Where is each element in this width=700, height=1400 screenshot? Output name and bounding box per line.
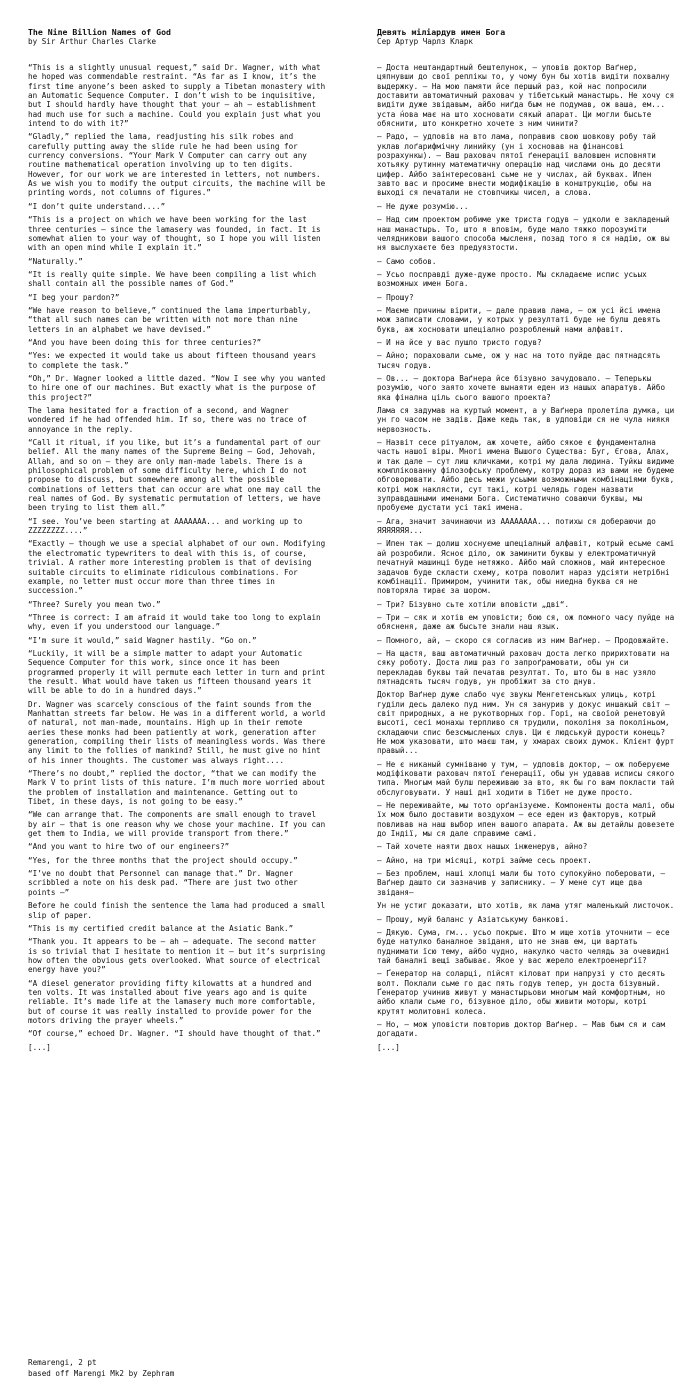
paragraph: – Прошу?: [377, 292, 414, 302]
paragraph: The lama hesitated for a fraction of a second, and Wagner wondered if he had offended him. If so, there was no trace of annoyance in the reply.: [28, 406, 307, 434]
paragraph: “Oh,” Dr. Wagner looked a little dazed. “Now I see why you wanted to hire one of our machines. But exactly what is the purpose of this project?”: [28, 373, 326, 402]
paragraph: “Gladly,” replied the lama, readjusting his silk robes and carefully putting away the slide rule he had been using for currency conversions. “Your Mark V Computer can carry out any routine mathematical operation involving up to ten digits. However, for our work we are interested in letters, not numbers. As we wish you to modify the output circuits, the machine will be printing words, not columns of figures.”: [28, 132, 326, 198]
paragraph: – Не є никаный сумніваню у тум, – удповів доктор, – ож поберуєме модіфіковати раховач пятої ґенерації, обы ун удавав исписы сякого типа. Многым май булш переживаю за вто, як бы го вам покласти тай обслуговувати. У наші днї ходити в Тібет не дуже просто.: [377, 759, 675, 797]
paragraph: “And you have been doing this for three centuries?”: [28, 337, 262, 347]
paragraph: – Ов... – доктора Ваґнера йсе бізувно зачудовало. – Теперькы розумію, чого заято хочете вынаяти еден из нашых апаратув. Айбо яка фінална ціль сього вашого проекта?: [377, 373, 666, 402]
paragraph: “Yes, for the three months that the project should occupy.”: [28, 855, 298, 865]
paragraph: – Помного, ай, – скоро ся согласив из ним Ваґнер. – Продовжайте.: [377, 635, 670, 645]
rusyn-author: Сер Артур Чарлз Кларк: [377, 37, 474, 46]
paragraph: “Naturally.”: [28, 256, 83, 266]
paragraph: – Айно, на три місяці, котрі займе сесь проект.: [377, 855, 592, 865]
paragraph: – Маєме причины вірити, – дале правив лама, – ож усі йсі имена мож записати словами, у котрых у резултаті буде не булш девять букв, аж хосновати шпеціално розробленый нами алфавіт.: [377, 305, 661, 334]
paragraph: “Three is correct: I am afraid it would take too long to explain why, even if you understood our language.”: [28, 612, 321, 632]
paragraph: – Три? Бізувно сьте хотіли вповісти „дві“.: [377, 599, 570, 609]
paragraph: “It is really quite simple. We have been compiling a list which shall contain all the possible names of God.”: [28, 269, 317, 289]
paragraph: Before he could finish the sentence the lama had produced a small slip of paper.: [28, 901, 326, 920]
paragraph: “There’s no doubt,” replied the doctor, “that we can modify the Mark V to print lists of this nature. I’m much more worried about the problem of installation and maintenance. Getting out to Tibet, in these days, is not going to be easy.”: [28, 769, 326, 807]
paragraph: – Не дуже розумію...: [377, 201, 469, 211]
paragraph: Ун не устиг доказати, што хотів, як лама утяг маленькый листочок.: [377, 901, 675, 911]
english-column: [28, 27, 326, 1052]
paragraph: “This is my certified credit balance at the Asiatic Bank.”: [28, 923, 294, 933]
rusyn-paragraphs: [377, 63, 675, 1039]
paragraph: – Три – сяк и хотів ем уповісти; бою ся, ож помного часу пуйде на обясненя, даже аж бысьте знали наш язык.: [377, 612, 675, 632]
font-credit-footer: [28, 1357, 328, 1379]
paragraph: – Доста нештандартный бештелунок, – уповів доктор Ваґнер, цяпнувши до свої реплікы то, у чому бун бы хотів видіти похвалну выдержку. – На мою памяти йсе першый раз, кой нас попросили доставити автоматичный раховач у тібетськый манастырь. Не хочу ся видіти дуже звідавым, айбо ниґда бым не подумав, ож ваша, ем... уста ́нова має на што хосновати сякый апарат. Ци могли бысьте обяснити, што конкретно хочете з ним чинити?: [377, 63, 675, 129]
paragraph: – И на йсе у вас пушло тристо годув?: [377, 337, 542, 347]
paragraph: “Luckily, it will be a simple matter to adapt your Automatic Sequence Computer for this work, since once it has been programmed properly it will permute each letter in turn and print the result. What would have taken us fifteen thousand years it will be able to do in a hundred days.”: [28, 648, 326, 696]
paragraph: – Ґенератор на соларці, пійсят кіловат при напрузі у сто десять волт. Поклали сьме го дас пять годув тепер, ун доста бізувный. Ґенератор учинив живут у манастырьови многым май комфортным, но айбо клали сьме го, бізувное діло, обы живити моторы, котрі крутят молитовні колеса.: [377, 969, 666, 1016]
paragraph: – Ага, значит зачинаючи из АААААААА... потихы ся добераючи до ЯЯЯЯЯЯЯ...: [377, 516, 656, 536]
paragraph: Лама ся задумав на куртый момент, а у Ваґнера пролетіла думка, ци ун го часом не задів. Даже кедь так, в удповіди ся не чула ниякя нервозность.: [377, 406, 675, 434]
font-credit: based off Marengi Mk2 by Zephram: [28, 1369, 175, 1378]
paragraph: “This is a project on which we have been working for the last three centuries – since the lamasery was founded, in fact. It is somewhat alien to your way of thought, so I hope you will listen with an open mind while I explain it.”: [28, 215, 321, 253]
english-ellipsis: [...]: [28, 1042, 51, 1052]
paragraph: – Назвіт сесе рітуалом, аж хочете, айбо сякое є фундаментална часть нашої віры. Многі имена Вышого Существа: Буг, Єгова, Алах, и так дале – сут лиш кличками, котрі му дала людина. Туйкы видиме комплікованну філозофську проблему, котру дораз из вами не будеме обговорювати. Айбо десь межи усьыми возможными комбінаціями букв, котрі мож наклясти, сут такі, котрі челядь годен назвати зуправдашными именами Бога. Систематично соваючи буквы, мы пробуєме дустати усі такі имена.: [377, 438, 675, 513]
paragraph: “I’ve no doubt that Personnel can manage that.” Dr. Wagner scribbled a note on his desk pad. “There are just two other points –”: [28, 869, 298, 897]
font-name: Remarengi, 2 pt: [28, 1358, 97, 1367]
paragraph: “Thank you. It appears to be – ah – adequate. The second matter is so trivial that I hesitate to mention it – but it’s surprising how often the obvious gets overlooked. What source of electrical energy have you?”: [28, 937, 326, 975]
paragraph: “I see. You’ve been starting at AAAAAAA... and working up to ZZZZZZZZ....”: [28, 516, 303, 536]
english-paragraphs: [28, 63, 326, 1039]
paragraph: – Без проблем, нашi хлопці мали бы тото супокуйно поберовати, – Ваґнер дашто си зазначив у записнику. – У мене сут ище два звіданя–: [377, 869, 666, 897]
paragraph: – Над сим проектом робиме уже триста годув – удколи е закладеный наш манастырь. То, што я вповім, буде мало тяжко порозуміти челядникови вашого способа мысленя, позад того я ся надію, ож вы ня выслухаєте без предуязтости.: [377, 215, 670, 253]
paragraph: “We can arrange that. The components are small enough to travel by air – that is one reason why we chose your machine. If you can get them to India, we will provide transport from there.”: [28, 810, 326, 839]
paragraph: – Не переживайте, мы тото орґанізуєме. Компоненты доста малі, обы їх мож было доставити воздухом – есе еден из факторув, котрый повливав на наш выбор ипен вашого апарата. Аж вы детайлы довезете до Індії, мы ся дале справиме самі.: [377, 801, 675, 839]
paragraph: “A diesel generator providing fifty kilowatts at a hundred and ten volts. It was installed about five years ago and is quite reliable. It’s made life at the lamasery much more comfortable, but of course it was really installed to provide power for the motors driving the prayer wheels.”: [28, 978, 317, 1025]
paragraph: – Айно; пораховали сьме, ож у нас на тото пуйде дас пятнадсять тысяч годув.: [377, 351, 661, 370]
paragraph: “I don’t quite understand....”: [28, 201, 166, 211]
paragraph: “I beg your pardon?”: [28, 292, 120, 302]
english-title: The Nine Billion Names of God: [28, 27, 171, 37]
paragraph: – Дякую. Сума, гм... усьо покрыє. Што м ище хотів уточнити – есе буде натулко баналное звіданя, што не знав ем, ци вартать пуднимати їсю тему, айбо чудно, накулко часто челядь за очевидні тай баналні вещі забыває. Якое у вас жерело електроенерґії?: [377, 927, 670, 965]
paragraph: – Ипен так – долиш хоснуєме шпеціалный алфавіт, котрый есьме самі ай розробили. Ясноє діло, ож заминити буквы у електроматичнуй печатнуй машинці буде нетяжко. Айбо май сложнов, май интересное задачов буде скласти схему, котра поволит нараз удсіяти нетрібні комбінації. Примиром, учинити так, обы ниедна буква ся не повторяла тирає за шором.: [377, 539, 675, 596]
paragraph: “This is a slightly unusual request,” said Dr. Wagner, with what he hoped was commendable restraint. “As far as I know, it’s the first time anyone’s been asked to supply a Tibetan monastery with an Automatic Sequence Computer. I don’t wish to be inquisitive, but I should hardly have thought that your – ah – establishment had much use for such a machine. Could you explain just what you intend to do with it?”: [28, 63, 326, 129]
paragraph: “Three? Surely you mean two.”: [28, 599, 161, 609]
paragraph: Доктор Ваґнер дуже слабо чує звукы Менгетенськых улиць, котрі гуділи десь далеко пуд ним. Ун ся занурив у докус иншакый світ – світ природных, а не рукотворных гор. Горі, на своїой ренетовуй высоті, сесі монахы терпливо ся трудили, поколіня за поколіньом, складаючи спис безсмысленых слув. Ци є людськуй дурости конець? Не мож указовати, што маєш там, у хмарах своих думок. Клієнт фурт правый...: [377, 690, 675, 756]
paragraph: “Call it ritual, if you like, but it’s a fundamental part of our belief. All the many names of the Supreme Being – God, Jehovah, Allah, and so on – they are only man-made labels. There is a philosophical problem of some difficulty here, which I do not propose to discuss, but somewhere among all the possible combinations of letters that can occur are what one may call the real names of God. By systematic permutation of letters, we have been trying to list them all.”: [28, 438, 321, 513]
paragraph: – Усьо посправді дуже-дуже просто. Мы складаєме испис усьых возможных имен Бога.: [377, 269, 647, 289]
rusyn-title: Девять міліардув имен Бога: [377, 27, 506, 37]
rusyn-column: [377, 27, 675, 1052]
paragraph: – Тай хочете наяти двох нашых інженерув, айно?: [377, 842, 588, 852]
paragraph: “And you want to hire two of our engineers?”: [28, 842, 230, 852]
paragraph: “I’m sure it would,” said Wagner hastily. “Go on.”: [28, 635, 257, 645]
rusyn-ellipsis: [...]: [377, 1042, 400, 1052]
paragraph: – Само собов.: [377, 256, 437, 266]
paragraph: – Радо, – удповів на вто лама, поправив свою шовкову робу тай уклав лоґарифмічну линийку (ун і хосновав на фінансові розрахункы). – Ваш раховач пятої ґенерації валовшен исповняти хотьяку рутинну математичну операцію над числами онь до десяти цифер. Айбо заінтересовані сьме не у числах, ай буквах. Ипен завто вас и просиме внести модифікацію в конштрукцію, обы на выході ся печатали не стовпчикы чисел, а слова.: [377, 132, 661, 198]
paragraph: – На щастя, ваш автоматичный раховач доста легко пририхтовати на сяку роботу. Доста лиш раз го запроґрамовати, обы ун си перекладав буквы тай печатав резултат. То, што бы в нас узяло пятнадсять тысяч годув, ун пробіжит за сто днув.: [377, 648, 670, 686]
paragraph: “We have reason to believe,” continued the lama imperturbably, “that all such names can be written with not more than nine letters in an alphabet we have devised.”: [28, 305, 312, 334]
paragraph: – Прошу, муй баланс у Азіатськуму банкові.: [377, 914, 570, 924]
paragraph: “Of course,” echoed Dr. Wagner. “I should have thought of that.”: [28, 1029, 321, 1039]
english-author: by Sir Arthur Charles Clarke: [28, 37, 157, 46]
paragraph: “Yes: we expected it would take us about fifteen thousand years to complete the task.”: [28, 351, 317, 370]
paragraph: – Но, – мож уповісти повторив доктор Ваґнер. – Мав бым ся и сам догадати.: [377, 1019, 666, 1039]
paragraph: “Exactly – though we use a special alphabet of our own. Modifying the electromatic typewriters to deal with this is, of course, trivial. A rather more interesting problem is that of devising suitable circuits to eliminate ridiculous combinations. For example, no letter must occur more than three times in succession.”: [28, 539, 326, 596]
paragraph: Dr. Wagner was scarcely conscious of the faint sounds from the Manhattan streets far below. He was in a different world, a world of natural, not man-made, mountains. High up in their remote aeries these monks had been patiently at work, generation after generation, compiling their lists of meaningless words. Was there any limit to the follies of mankind? Still, he must give no hint of his inner thoughts. The customer was always right....: [28, 699, 326, 765]
